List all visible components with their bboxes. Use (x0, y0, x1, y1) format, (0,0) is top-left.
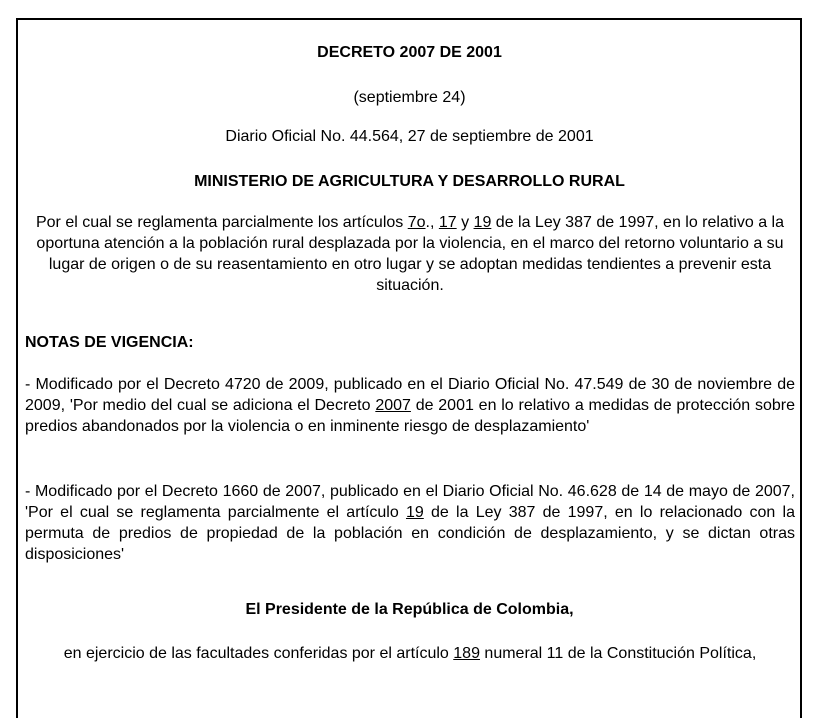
nota-2-text-a: - Modificado por el Decreto 1660 de 2007, publicado en el Diario Oficial No. 46.628 de 14 de mayo de 2007, 'Por el cual se reglamenta parcialmente el artículo (25, 483, 795, 521)
nota-1-text-a: - Modificado por el Decreto 4720 de 2009, publicado en el Diario Oficial No. 47.549 de 30 de noviembre de 2009, 'Por medio del cual se adiciona el Decreto (25, 376, 795, 414)
nota-vigencia-1 (25, 374, 795, 437)
decree-summary (25, 212, 795, 296)
link-article-189[interactable]: 189 (453, 645, 480, 662)
link-article-17[interactable]: 17 (438, 214, 457, 231)
link-decreto-2007[interactable]: 2007 (375, 397, 411, 414)
diario-oficial-reference: Diario Oficial No. 44.564, 27 de septiembre de 2001 (225, 128, 594, 145)
nota-1-text-b: de 2001 en lo relativo a medidas de protección sobre predios abandonados por la violencia o en inminente riesgo de desplazamiento' (25, 397, 796, 435)
nota-2-text-b: de la Ley 387 de 1997, en lo relacionado con la permuta de predios de propiedad de la población en condición de desplazamiento, y se dictan otras disposiciones' (25, 504, 795, 563)
summary-text-3: y (456, 214, 474, 231)
ejercicio-facultades (30, 643, 790, 664)
ejercicio-text-b: numeral 11 de la Constitución Política, (479, 645, 757, 662)
link-article-19-ley[interactable]: 19 (405, 504, 424, 521)
decree-title: DECRETO 2007 DE 2001 (317, 44, 502, 61)
link-article-19[interactable]: 19 (473, 214, 492, 231)
summary-text-1: Por el cual se reglamenta parcialmente los artículos (35, 214, 408, 231)
president-heading: El Presidente de la República de Colombia, (245, 601, 574, 618)
summary-text-2: ., (425, 214, 439, 231)
notas-vigencia-heading: NOTAS DE VIGENCIA: (25, 334, 194, 351)
decree-date: (septiembre 24) (353, 89, 466, 106)
summary-text-4: de la Ley 387 de 1997, en lo relativo a la oportuna atención a la población rural desplazada por la violencia, en el marco del retorno voluntario a su lugar de origen o de su reasentamiento en otro lugar y se adoptan medidas tendientes a prevenir esta situación. (36, 214, 784, 294)
nota-vigencia-2 (25, 481, 795, 565)
ministry-name: MINISTERIO DE AGRICULTURA Y DESARROLLO RURAL (194, 173, 625, 190)
ejercicio-text-a: en ejercicio de las facultades conferidas por el artículo (63, 645, 454, 662)
link-article-7[interactable]: 7o (407, 214, 426, 231)
